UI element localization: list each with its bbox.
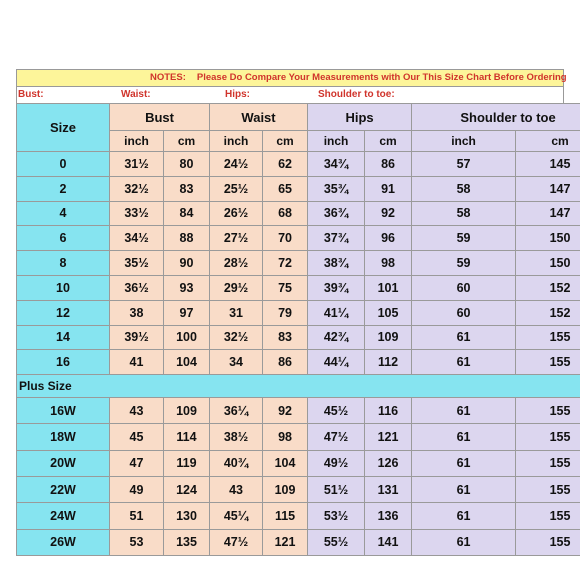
measurement-cell: 88 xyxy=(164,226,210,251)
measurement-cell: 83 xyxy=(263,325,308,350)
measurement-cell: 34¾ xyxy=(308,152,365,177)
size-cell: 12 xyxy=(17,300,110,325)
size-cell: 10 xyxy=(17,275,110,300)
table-row xyxy=(17,152,580,177)
unit-inch: inch xyxy=(308,131,365,152)
measurement-cell: 61 xyxy=(412,503,516,529)
size-cell: 8 xyxy=(17,251,110,276)
measurement-cell: 31 xyxy=(210,300,263,325)
measurement-cell: 83 xyxy=(164,176,210,201)
measurement-cell: 126 xyxy=(365,450,412,476)
measurement-cell: 36¼ xyxy=(210,398,263,424)
size-cell: 14 xyxy=(17,325,110,350)
measurement-cell: 121 xyxy=(365,424,412,450)
size-cell: 0 xyxy=(17,152,110,177)
table-row xyxy=(17,477,580,503)
measurement-cell: 68 xyxy=(263,201,308,226)
plus-size-label: Plus Size xyxy=(17,375,580,398)
measurement-cell: 61 xyxy=(412,424,516,450)
size-cell: 4 xyxy=(17,201,110,226)
measurement-cell: 79 xyxy=(263,300,308,325)
table-row xyxy=(17,325,580,350)
table-row xyxy=(17,251,580,276)
measurement-cell: 49½ xyxy=(308,450,365,476)
unit-cm: cm xyxy=(516,131,580,152)
measurement-cell: 36¾ xyxy=(308,201,365,226)
measurement-cell: 152 xyxy=(516,300,580,325)
measurement-cell: 32½ xyxy=(110,176,164,201)
measurement-cell: 145 xyxy=(516,152,580,177)
measurement-cell: 55½ xyxy=(308,529,365,555)
measurement-cell: 98 xyxy=(365,251,412,276)
measurement-cell: 59 xyxy=(412,251,516,276)
measurement-cell: 34½ xyxy=(110,226,164,251)
notes-banner xyxy=(16,69,567,87)
size-chart xyxy=(16,69,571,556)
measure-fields-row xyxy=(16,87,564,103)
measurement-cell: 47 xyxy=(110,450,164,476)
measurement-cell: 58 xyxy=(412,176,516,201)
measurement-cell: 100 xyxy=(164,325,210,350)
measurement-cell: 101 xyxy=(365,275,412,300)
measurement-cell: 27½ xyxy=(210,226,263,251)
measurement-cell: 57 xyxy=(412,152,516,177)
table-row xyxy=(17,424,580,450)
measurement-cell: 65 xyxy=(263,176,308,201)
bust-field-label: Bust: xyxy=(18,89,44,100)
measurement-cell: 105 xyxy=(365,300,412,325)
measurement-cell: 155 xyxy=(516,325,580,350)
measurement-cell: 86 xyxy=(365,152,412,177)
table-row xyxy=(17,226,580,251)
notes-label: NOTES: xyxy=(150,72,186,83)
measurement-cell: 28½ xyxy=(210,251,263,276)
waist-field-label: Waist: xyxy=(121,89,151,100)
table-row xyxy=(17,350,580,375)
measurement-cell: 51 xyxy=(110,503,164,529)
measurement-cell: 35¾ xyxy=(308,176,365,201)
unit-inch: inch xyxy=(110,131,164,152)
measurement-cell: 61 xyxy=(412,450,516,476)
measurement-cell: 25½ xyxy=(210,176,263,201)
table-row xyxy=(17,529,580,555)
measurement-cell: 33½ xyxy=(110,201,164,226)
measurement-cell: 155 xyxy=(516,398,580,424)
measurement-cell: 104 xyxy=(263,450,308,476)
measurement-cell: 104 xyxy=(164,350,210,375)
unit-inch: inch xyxy=(210,131,263,152)
measurement-cell: 43 xyxy=(210,477,263,503)
notes-text: Please Do Compare Your Measurements with Our This Size Chart Before Ordering xyxy=(196,72,567,83)
measurement-cell: 121 xyxy=(263,529,308,555)
table-row xyxy=(17,201,580,226)
measurement-cell: 97 xyxy=(164,300,210,325)
measurement-cell: 155 xyxy=(516,503,580,529)
measurement-cell: 155 xyxy=(516,529,580,555)
measurement-cell: 60 xyxy=(412,300,516,325)
measurement-cell: 32½ xyxy=(210,325,263,350)
table-row xyxy=(17,503,580,529)
measurement-cell: 115 xyxy=(263,503,308,529)
measurement-cell: 58 xyxy=(412,201,516,226)
measurement-cell: 72 xyxy=(263,251,308,276)
measurement-cell: 43 xyxy=(110,398,164,424)
size-cell: 2 xyxy=(17,176,110,201)
measurement-cell: 112 xyxy=(365,350,412,375)
measurement-cell: 141 xyxy=(365,529,412,555)
measurement-cell: 91 xyxy=(365,176,412,201)
waist-header: Waist xyxy=(210,104,308,131)
measurement-cell: 49 xyxy=(110,477,164,503)
measurement-cell: 109 xyxy=(164,398,210,424)
hips-header: Hips xyxy=(308,104,412,131)
measurement-cell: 150 xyxy=(516,251,580,276)
header-row xyxy=(17,104,580,131)
measurement-cell: 44¼ xyxy=(308,350,365,375)
measurement-cell: 26½ xyxy=(210,201,263,226)
unit-cm: cm xyxy=(164,131,210,152)
measurement-cell: 136 xyxy=(365,503,412,529)
measurement-cell: 147 xyxy=(516,176,580,201)
measurement-cell: 39½ xyxy=(110,325,164,350)
measurement-cell: 135 xyxy=(164,529,210,555)
size-cell: 18W xyxy=(17,424,110,450)
measurement-cell: 90 xyxy=(164,251,210,276)
hips-field-label: Hips: xyxy=(225,89,250,100)
measurement-cell: 155 xyxy=(516,450,580,476)
size-cell: 24W xyxy=(17,503,110,529)
measurement-cell: 47½ xyxy=(308,424,365,450)
shoulder-field-label: Shoulder to toe: xyxy=(318,89,395,100)
unit-cm: cm xyxy=(365,131,412,152)
table-row xyxy=(17,176,580,201)
measurement-cell: 53½ xyxy=(308,503,365,529)
table-row xyxy=(17,450,580,476)
measurement-cell: 39¾ xyxy=(308,275,365,300)
measurement-cell: 147 xyxy=(516,201,580,226)
measurement-cell: 109 xyxy=(263,477,308,503)
measurement-cell: 155 xyxy=(516,424,580,450)
measurement-cell: 59 xyxy=(412,226,516,251)
measurement-cell: 92 xyxy=(365,201,412,226)
measurement-cell: 150 xyxy=(516,226,580,251)
measurement-cell: 98 xyxy=(263,424,308,450)
measurement-cell: 96 xyxy=(365,226,412,251)
measurement-cell: 41¼ xyxy=(308,300,365,325)
measurement-cell: 80 xyxy=(164,152,210,177)
measurement-cell: 61 xyxy=(412,325,516,350)
measurement-cell: 38 xyxy=(110,300,164,325)
measurement-cell: 114 xyxy=(164,424,210,450)
measurement-cell: 36½ xyxy=(110,275,164,300)
table-row xyxy=(17,398,580,424)
measurement-cell: 155 xyxy=(516,350,580,375)
measurement-cell: 38½ xyxy=(210,424,263,450)
measurement-cell: 41 xyxy=(110,350,164,375)
measurement-cell: 31½ xyxy=(110,152,164,177)
size-cell: 6 xyxy=(17,226,110,251)
measurement-cell: 40¾ xyxy=(210,450,263,476)
measurement-cell: 47½ xyxy=(210,529,263,555)
measurement-cell: 61 xyxy=(412,529,516,555)
measurement-cell: 29½ xyxy=(210,275,263,300)
measurement-cell: 61 xyxy=(412,398,516,424)
measurement-cell: 61 xyxy=(412,350,516,375)
size-table xyxy=(16,103,580,556)
measurement-cell: 42¾ xyxy=(308,325,365,350)
measurement-cell: 34 xyxy=(210,350,263,375)
size-cell: 16W xyxy=(17,398,110,424)
measurement-cell: 86 xyxy=(263,350,308,375)
size-cell: 22W xyxy=(17,477,110,503)
measurement-cell: 92 xyxy=(263,398,308,424)
measurement-cell: 155 xyxy=(516,477,580,503)
measurement-cell: 124 xyxy=(164,477,210,503)
measurement-cell: 53 xyxy=(110,529,164,555)
measurement-cell: 24½ xyxy=(210,152,263,177)
table-row xyxy=(17,300,580,325)
measurement-cell: 119 xyxy=(164,450,210,476)
measurement-cell: 38¾ xyxy=(308,251,365,276)
measurement-cell: 45¼ xyxy=(210,503,263,529)
measurement-cell: 130 xyxy=(164,503,210,529)
size-cell: 26W xyxy=(17,529,110,555)
shoulder-header: Shoulder to toe xyxy=(412,104,580,131)
unit-cm: cm xyxy=(263,131,308,152)
measurement-cell: 131 xyxy=(365,477,412,503)
plus-size-divider xyxy=(17,375,580,398)
measurement-cell: 62 xyxy=(263,152,308,177)
size-cell: 16 xyxy=(17,350,110,375)
measurement-cell: 61 xyxy=(412,477,516,503)
measurement-cell: 75 xyxy=(263,275,308,300)
measurement-cell: 51½ xyxy=(308,477,365,503)
bust-header: Bust xyxy=(110,104,210,131)
measurement-cell: 152 xyxy=(516,275,580,300)
measurement-cell: 45 xyxy=(110,424,164,450)
measurement-cell: 37¾ xyxy=(308,226,365,251)
measurement-cell: 116 xyxy=(365,398,412,424)
measurement-cell: 60 xyxy=(412,275,516,300)
measurement-cell: 70 xyxy=(263,226,308,251)
measurement-cell: 45½ xyxy=(308,398,365,424)
size-header: Size xyxy=(17,104,110,152)
measurement-cell: 84 xyxy=(164,201,210,226)
measurement-cell: 109 xyxy=(365,325,412,350)
size-cell: 20W xyxy=(17,450,110,476)
measurement-cell: 35½ xyxy=(110,251,164,276)
measurement-cell: 93 xyxy=(164,275,210,300)
unit-inch: inch xyxy=(412,131,516,152)
table-row xyxy=(17,275,580,300)
